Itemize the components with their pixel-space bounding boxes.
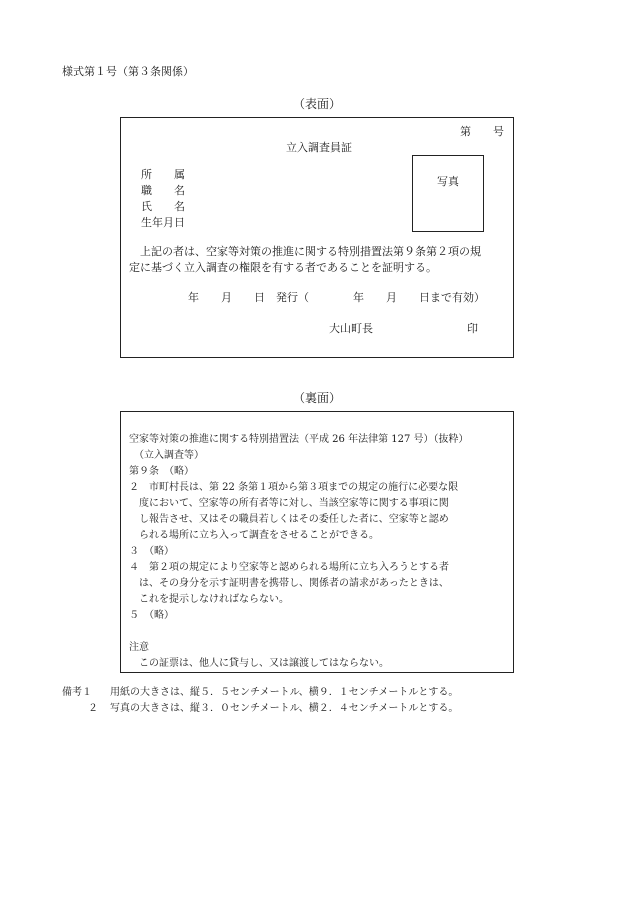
excerpt-line: （立入調査等） — [129, 450, 204, 461]
excerpt-line: 第９条 （略） — [129, 466, 194, 477]
form-title: 様式第１号（第３条関係） — [62, 65, 194, 78]
caution-heading: 注意 — [129, 642, 149, 653]
field-name: 氏 名 — [141, 200, 185, 213]
note-2-text: 写真の大きさは、縦３．０センチメートル、横２．４センチメートルとする。 — [110, 703, 459, 714]
seal-mark: 印 — [467, 322, 478, 335]
excerpt-line: 度において、空家等の所有者等に対し、当該空家等に関する事項に関 — [129, 498, 449, 509]
front-card — [120, 117, 514, 358]
field-affiliation: 所 属 — [141, 168, 185, 181]
caution-text: この証票は、他人に貸与し、又は譲渡してはならない。 — [129, 658, 389, 669]
front-heading: （表面） — [293, 97, 342, 111]
excerpt-line: ２ 市町村長は、第 22 条第１項から第３項までの規定の施行に必要な限 — [129, 482, 459, 493]
excerpt-line: ４ 第２項の規定により空家等と認められる場所に立ち入ろうとする者 — [129, 562, 449, 573]
excerpt-line: 空家等対策の推進に関する特別措置法（平成 26 年法律第 127 号）（抜粋） — [129, 434, 469, 445]
excerpt-line — [129, 624, 469, 640]
note-1-label: 備考１ — [62, 687, 92, 698]
field-position: 職 名 — [141, 184, 185, 197]
excerpt-line: ３ （略） — [129, 546, 174, 557]
field-list — [141, 167, 185, 231]
certification-statement — [129, 244, 481, 276]
statement-line: 定に基づく立入調査の権限を有する者であることを証明する。 — [129, 261, 437, 274]
back-card — [120, 411, 514, 673]
back-heading: （裏面） — [293, 391, 342, 405]
law-excerpt — [129, 432, 469, 672]
photo-box — [412, 155, 484, 232]
issuer-name: 大山町長 — [329, 322, 373, 335]
number-label: 第 号 — [460, 125, 504, 138]
excerpt-line: は、その身分を示す証明書を携帯し、関係者の請求があったときは、 — [129, 578, 449, 589]
card-title: 立入調査員証 — [286, 141, 352, 154]
excerpt-line: ５ （略） — [129, 610, 174, 621]
excerpt-line: これを提示しなければならない。 — [129, 594, 289, 605]
issue-date-line: 年 月 日 発行（ 年 月 日まで有効） — [188, 291, 485, 304]
field-birthdate: 生年月日 — [141, 216, 185, 229]
note-2-label: ２ — [88, 703, 98, 714]
photo-label: 写真 — [437, 175, 459, 188]
excerpt-line: られる場所に立ち入って調査をさせることができる。 — [129, 530, 379, 541]
excerpt-line: し報告させ、又はその職員若しくはその委任した者に、空家等と認め — [129, 514, 449, 525]
note-1-text: 用紙の大きさは、縦５．５センチメートル、横９．１センチメートルとする。 — [110, 687, 459, 698]
statement-line: 上記の者は、空家等対策の推進に関する特別措置法第９条第２項の規 — [129, 245, 481, 258]
